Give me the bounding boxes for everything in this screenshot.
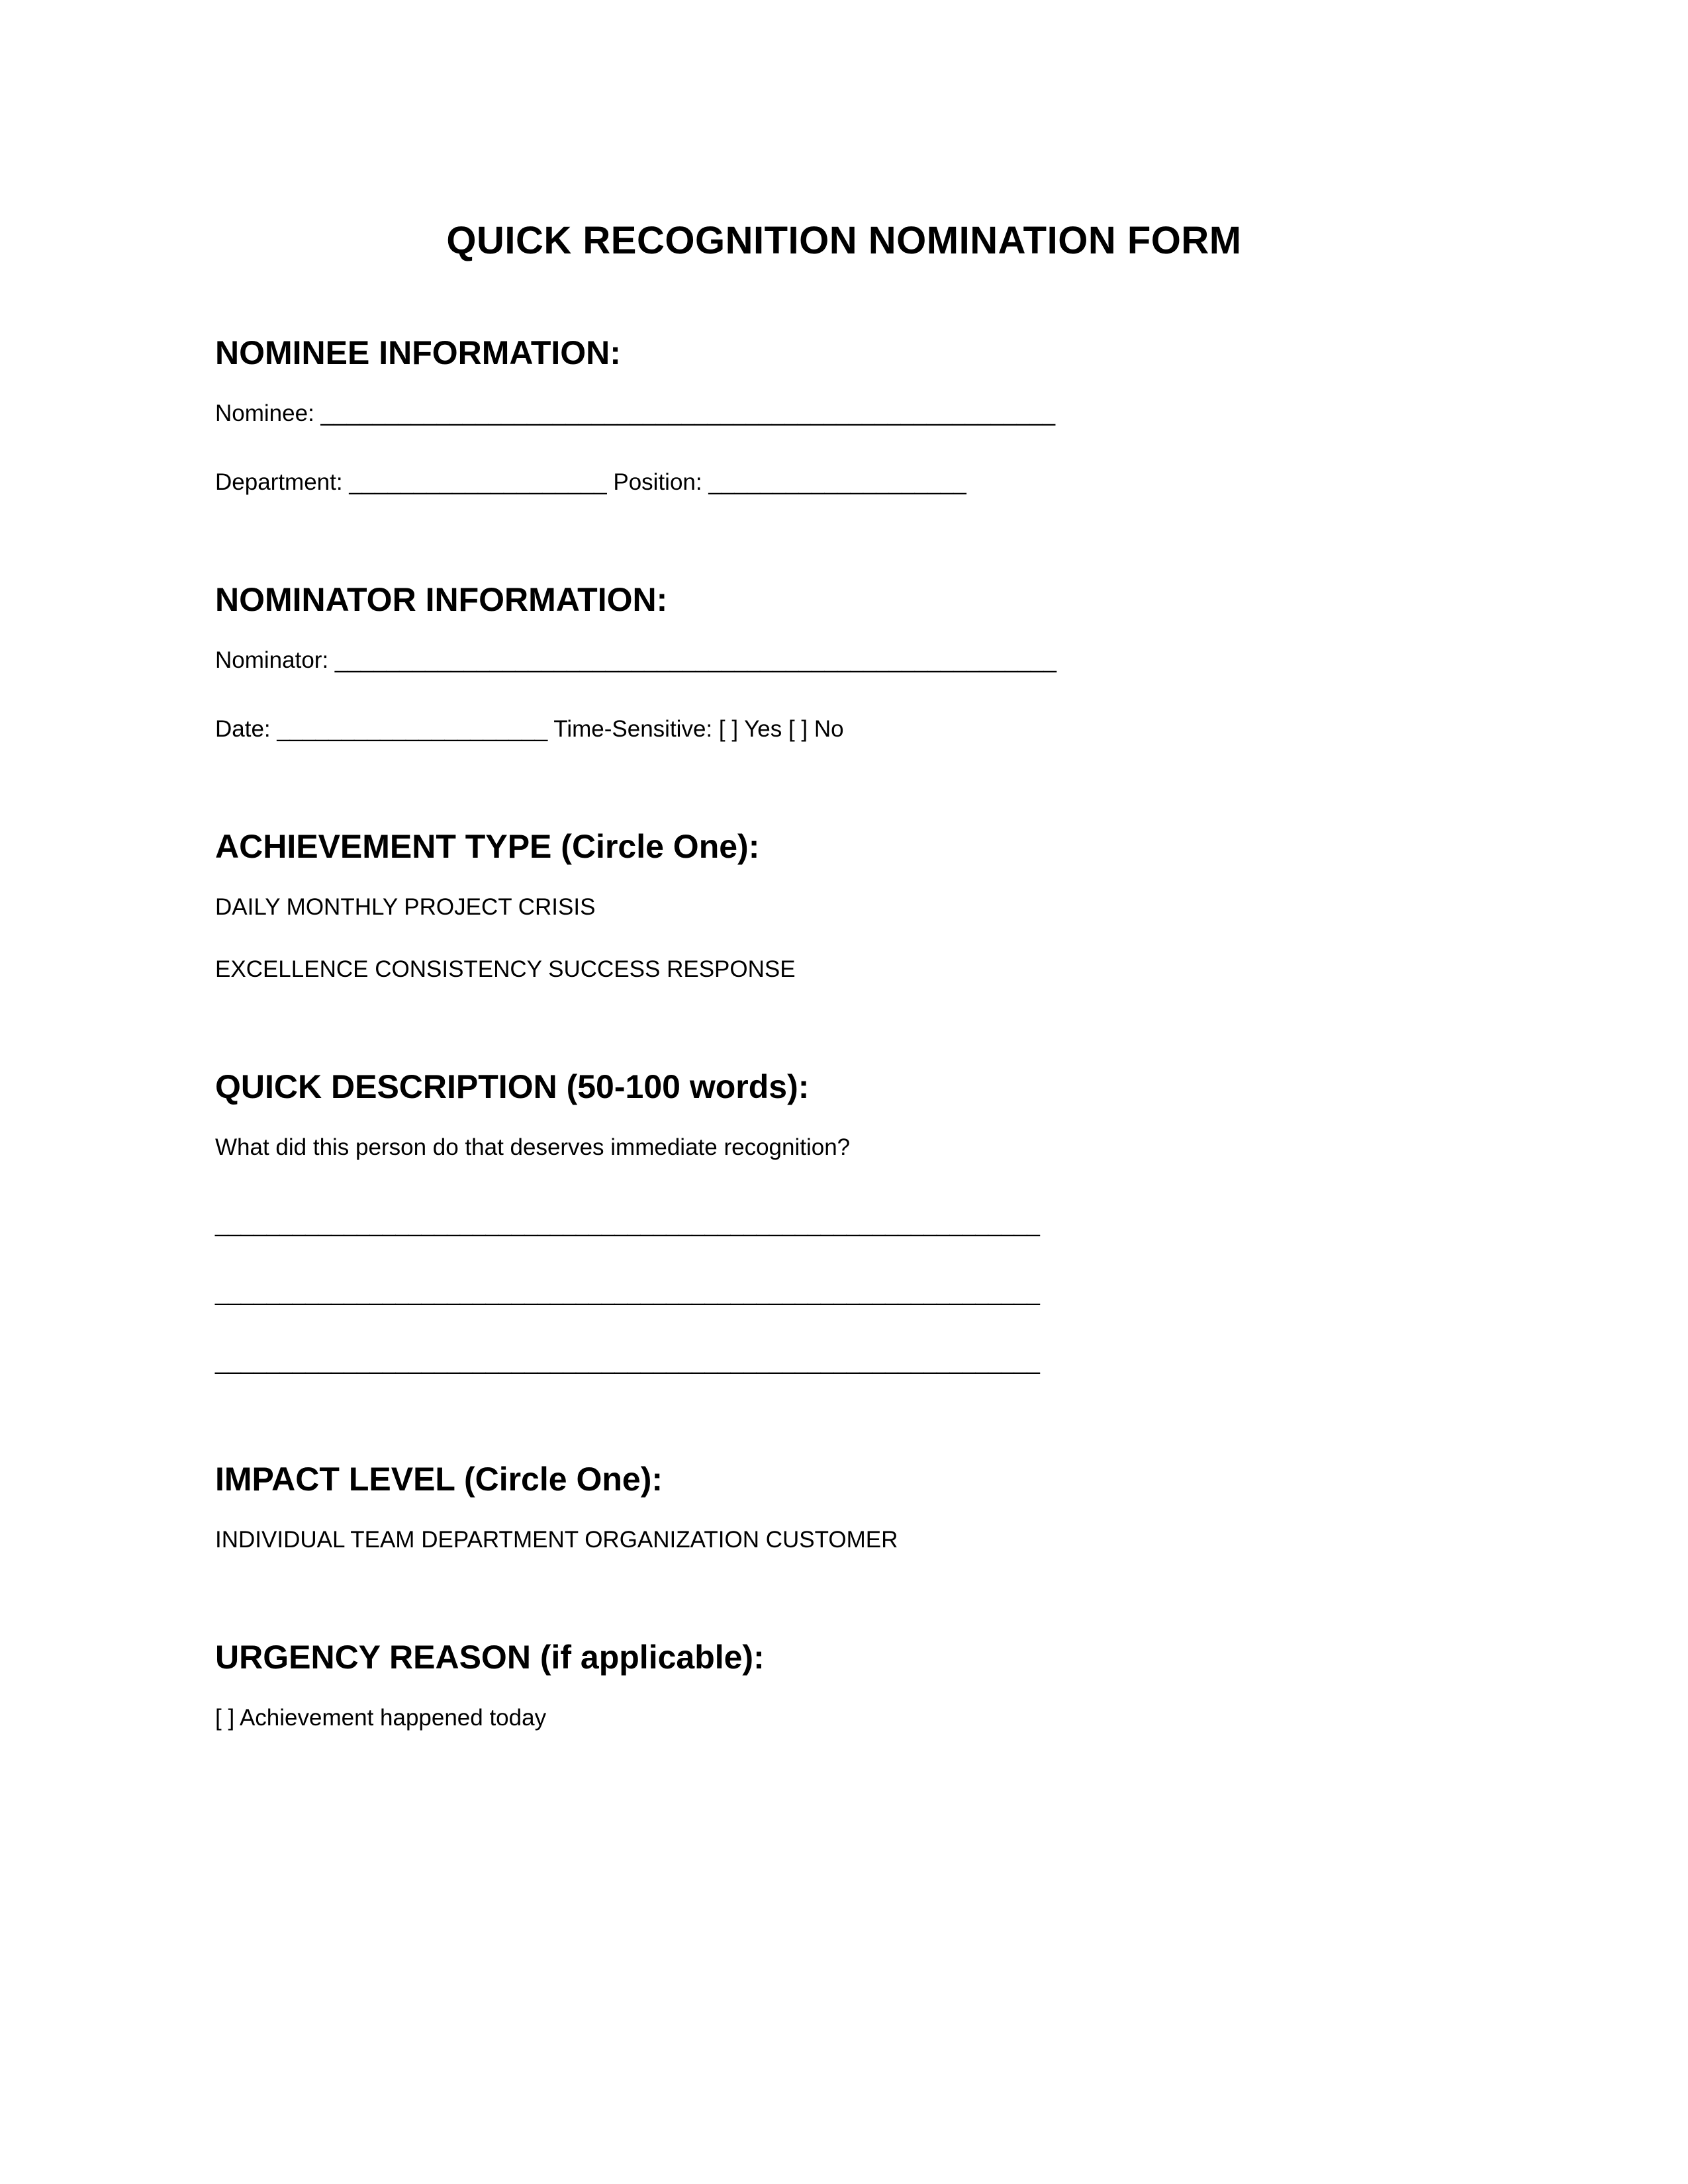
achievement-option-response[interactable]: RESPONSE [667, 956, 796, 982]
time-sensitive-yes-checkbox[interactable]: [ ] Yes [718, 716, 782, 742]
document-title: QUICK RECOGNITION NOMINATION FORM [446, 219, 1242, 262]
date-time-sensitive-line [215, 715, 1473, 744]
impact-option-team[interactable]: TEAM [350, 1527, 415, 1553]
time-sensitive-label: Time-Sensitive: [553, 716, 713, 742]
impact-level-heading: IMPACT LEVEL (Circle One): [215, 1461, 663, 1498]
nominee-label: Nominee: [215, 400, 314, 426]
date-label: Date: [215, 716, 271, 742]
description-line-2[interactable]: ________________________________________________________________ [215, 1280, 1040, 1306]
description-line-3[interactable]: ________________________________________________________________ [215, 1349, 1040, 1375]
impact-options-row [215, 1525, 1473, 1555]
impact-option-individual[interactable]: INDIVIDUAL [215, 1527, 345, 1553]
impact-option-customer[interactable]: CUSTOMER [765, 1527, 898, 1553]
nominator-information-heading: NOMINATOR INFORMATION: [215, 581, 668, 618]
impact-option-department[interactable]: DEPARTMENT [421, 1527, 579, 1553]
achievement-option-crisis[interactable]: CRISIS [518, 894, 596, 920]
urgency-reason-section [215, 1637, 1473, 1733]
impact-option-organization[interactable]: ORGANIZATION [585, 1527, 760, 1553]
achievement-option-consistency[interactable]: CONSISTENCY [375, 956, 542, 982]
time-sensitive-no-checkbox[interactable]: [ ] No [788, 716, 844, 742]
impact-level-section [215, 1459, 1473, 1555]
department-position-line [215, 468, 1473, 497]
nominator-information-section [215, 580, 1473, 744]
quick-description-heading: QUICK DESCRIPTION (50-100 words): [215, 1068, 810, 1105]
nominee-information-heading: NOMINEE INFORMATION: [215, 334, 621, 371]
nominator-blank-field[interactable]: ________________________________________________________ [334, 647, 1056, 673]
position-blank-field[interactable]: ____________________ [708, 469, 966, 495]
achievement-option-project[interactable]: PROJECT [404, 894, 512, 920]
date-blank-field[interactable]: _____________________ [277, 716, 548, 742]
department-blank-field[interactable]: ____________________ [349, 469, 607, 495]
quick-description-section [215, 1067, 1473, 1377]
achievement-option-success[interactable]: SUCCESS [548, 956, 661, 982]
achievement-option-daily[interactable]: DAILY [215, 894, 280, 920]
nominee-line [215, 399, 1473, 428]
achievement-options-row-1 [215, 893, 1473, 922]
achievement-option-excellence[interactable]: EXCELLENCE [215, 956, 369, 982]
urgency-reason-heading: URGENCY REASON (if applicable): [215, 1639, 765, 1676]
nominator-line [215, 646, 1473, 675]
nominee-information-section [215, 333, 1473, 497]
achievement-option-monthly[interactable]: MONTHLY [286, 894, 398, 920]
achievement-options-row-2 [215, 955, 1473, 984]
achievement-type-heading: ACHIEVEMENT TYPE (Circle One): [215, 828, 760, 865]
achievement-type-section [215, 827, 1473, 984]
nominator-label: Nominator: [215, 647, 329, 673]
description-prompt: What did this person do that deserves immediate recognition? [215, 1134, 851, 1160]
urgency-option-achievement-today[interactable]: [ ] Achievement happened today [215, 1705, 547, 1731]
position-label: Position: [613, 469, 702, 495]
department-label: Department: [215, 469, 343, 495]
description-line-1[interactable]: ________________________________________________________________ [215, 1211, 1040, 1237]
nominee-blank-field[interactable]: _________________________________________________________ [320, 400, 1056, 426]
